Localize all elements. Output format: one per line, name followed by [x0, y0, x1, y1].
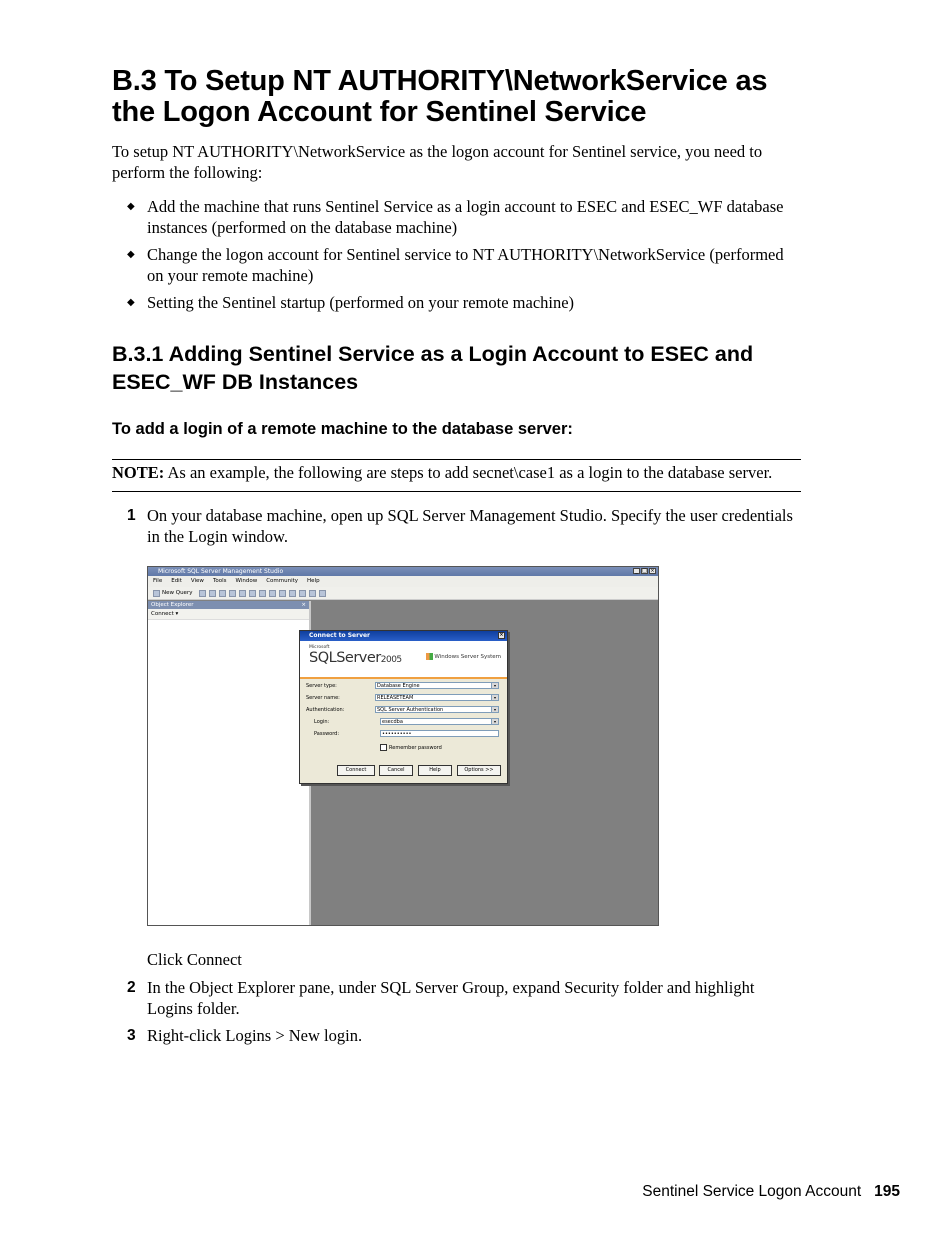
window-controls	[633, 568, 656, 574]
menu-view[interactable]: View	[190, 578, 204, 584]
object-explorer-toolbar	[148, 609, 309, 620]
toolbar-icon[interactable]	[279, 590, 286, 597]
password-label: Password:	[314, 731, 340, 737]
step-text: On your database machine, open up SQL Server Management Studio. Specify the user credentials in the Login window.	[147, 506, 793, 546]
server-type-select[interactable]: Database Engine ▾	[375, 682, 499, 689]
sql-server-banner	[300, 641, 507, 679]
menu-file[interactable]: File	[153, 578, 163, 584]
toolbar-icon[interactable]	[299, 590, 306, 597]
ssms-toolbar	[148, 587, 658, 600]
menu-edit[interactable]: Edit	[171, 578, 182, 584]
authentication-select[interactable]: SQL Server Authentication ▾	[375, 706, 499, 713]
toolbar-icon[interactable]	[199, 590, 206, 597]
connect-button[interactable]: Connect	[337, 765, 375, 776]
step-number: 3	[127, 1027, 136, 1044]
step-text: Right-click Logins > New login.	[147, 1026, 363, 1045]
toolbar-icon[interactable]	[269, 590, 276, 597]
diamond-bullet-icon: ◆	[127, 297, 135, 308]
server-name-label: Server name:	[306, 695, 340, 701]
toolbar-icon[interactable]	[219, 590, 226, 597]
list-item: ◆ Change the logon account for Sentinel service to NT AUTHORITY\NetworkService (performed on your remote machine)	[127, 245, 784, 285]
ssms-titlebar: Microsoft SQL Server Management Studio _ □ ×	[148, 567, 658, 576]
connect-to-server-dialog	[299, 630, 508, 784]
procedure-heading: To add a login of a remote machine to the database server:	[112, 420, 573, 438]
ssms-menubar	[148, 576, 658, 587]
footer-section-title: Sentinel Service Logon Account	[642, 1183, 862, 1200]
options-button[interactable]: Options >>	[457, 765, 501, 776]
server-type-label: Server type:	[306, 683, 337, 689]
note-bottom-rule	[112, 491, 801, 492]
bullet-list	[112, 197, 802, 321]
note-label: NOTE:	[112, 463, 165, 482]
login-label: Login:	[314, 719, 330, 725]
menu-window[interactable]: Window	[235, 578, 258, 584]
toolbar-icon[interactable]	[239, 590, 246, 597]
step-1	[112, 506, 802, 547]
password-field[interactable]: ••••••••••	[380, 730, 499, 737]
object-explorer-pane	[148, 601, 311, 925]
step-number: 1	[127, 507, 136, 524]
toolbar-icon[interactable]	[229, 590, 236, 597]
authentication-label: Authentication:	[306, 707, 345, 713]
section-heading-line2: the Logon Account for Sentinel Service	[112, 96, 647, 128]
step-text: In the Object Explorer pane, under SQL Server Group, expand Security folder and highlight Logins folder.	[147, 978, 755, 1018]
toolbar-icon[interactable]	[319, 590, 326, 597]
help-button[interactable]: Help	[418, 765, 452, 776]
page-number: 195	[874, 1183, 900, 1200]
new-query-icon	[153, 590, 160, 597]
server-name-combo[interactable]: RELEASETEAM ▾	[375, 694, 499, 701]
chevron-down-icon: ▾	[491, 683, 498, 688]
close-icon[interactable]: ×	[301, 602, 306, 608]
close-icon[interactable]: ×	[650, 568, 655, 574]
maximize-icon[interactable]: □	[642, 568, 647, 574]
menu-community[interactable]: Community	[266, 578, 299, 584]
chevron-down-icon: ▾	[491, 695, 498, 700]
diamond-bullet-icon: ◆	[127, 201, 135, 212]
chevron-down-icon: ▾	[491, 719, 498, 724]
note-text: As an example, the following are steps to add secnet\case1 as a login to the database server.	[164, 463, 773, 482]
step-number: 2	[127, 979, 136, 996]
page-footer	[642, 1183, 900, 1201]
windows-flag-icon	[426, 653, 433, 660]
step-2	[112, 978, 802, 1019]
click-connect-text: Click Connect	[147, 950, 242, 969]
toolbar-icon[interactable]	[259, 590, 266, 597]
section-heading-line1: B.3 To Setup NT AUTHORITY\NetworkService as	[112, 65, 768, 97]
windows-server-system-logo: Windows Server System	[426, 653, 501, 660]
toolbar-icon[interactable]	[209, 590, 216, 597]
step-3	[112, 1026, 802, 1047]
menu-help[interactable]: Help	[307, 578, 320, 584]
note-top-rule	[112, 459, 801, 460]
cancel-button[interactable]: Cancel	[379, 765, 413, 776]
menu-tools[interactable]: Tools	[212, 578, 227, 584]
sql-server-logo: SQLServer2005	[309, 650, 402, 666]
list-item: ◆ Add the machine that runs Sentinel Service as a login account to ESEC and ESEC_WF database instances (performed on the database machine)	[127, 197, 784, 237]
connect-dropdown[interactable]: Connect ▾	[151, 611, 179, 617]
object-explorer-header: Object Explorer ×	[148, 601, 309, 609]
login-combo[interactable]: esecdba ▾	[380, 718, 499, 725]
list-item: ◆ Setting the Sentinel startup (performed on your remote machine)	[127, 293, 575, 312]
note-box	[112, 463, 812, 483]
checkbox-icon	[380, 744, 387, 751]
diamond-bullet-icon: ◆	[127, 249, 135, 260]
intro-paragraph: To setup NT AUTHORITY\NetworkService as the logon account for Sentinel service, you need to perform the following:	[112, 142, 763, 182]
section-heading	[112, 66, 832, 128]
dialog-titlebar: Connect to Server ×	[300, 631, 507, 641]
minimize-icon[interactable]: _	[633, 568, 640, 574]
toolbar-icon[interactable]	[289, 590, 296, 597]
ssms-screenshot	[147, 566, 659, 926]
chevron-down-icon: ▾	[491, 707, 498, 712]
microsoft-label: Microsoft	[309, 645, 330, 650]
toolbar-icon[interactable]	[309, 590, 316, 597]
new-query-button[interactable]: New Query	[153, 587, 196, 600]
toolbar-icon[interactable]	[249, 590, 256, 597]
subsection-heading: B.3.1 Adding Sentinel Service as a Login Account to ESEC and ESEC_WF DB Instances	[112, 342, 754, 394]
remember-password-checkbox[interactable]: Remember password	[380, 744, 442, 752]
close-icon[interactable]: ×	[499, 632, 504, 638]
